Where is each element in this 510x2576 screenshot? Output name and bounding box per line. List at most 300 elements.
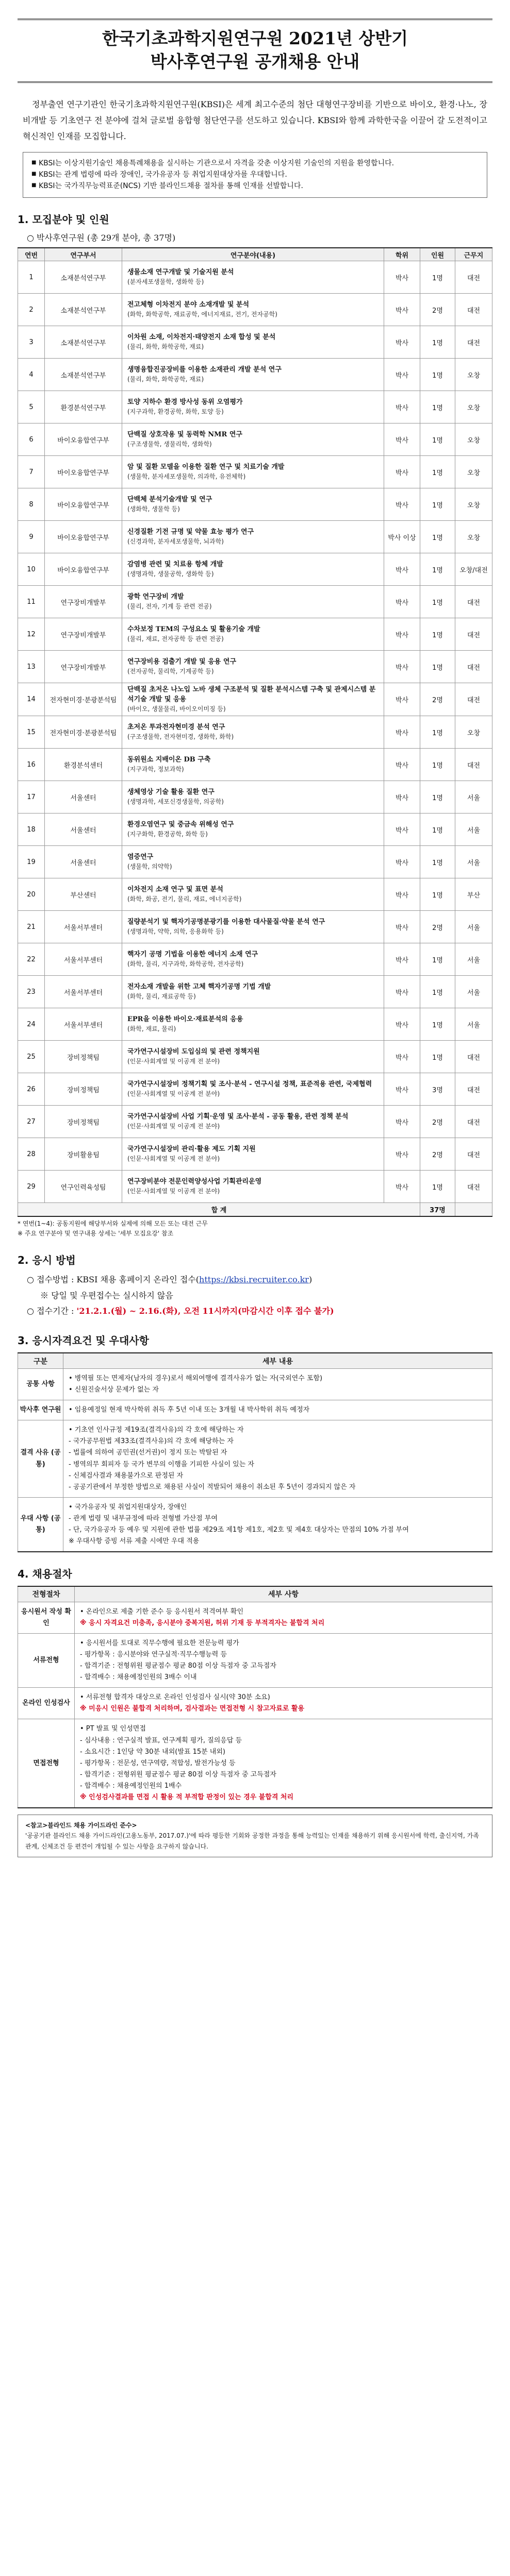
row-count: 1명 <box>420 651 455 683</box>
page-title-line2: 박사후연구원 공개채용 안내 <box>150 51 360 72</box>
row-dept: 장비정책팀 <box>45 1073 122 1106</box>
reference-title: <참고>블라인드 채용 가이드라인 준수> <box>25 1822 137 1829</box>
row-degree: 박사 <box>384 618 420 651</box>
row-field <box>122 1106 384 1138</box>
row-dept: 소재분석연구부 <box>45 326 122 359</box>
row-location: 대전 <box>455 261 492 294</box>
table-row <box>18 716 492 749</box>
qual-row-value <box>63 1497 492 1552</box>
row-field-sub: (지구화학, 환경공학, 화학 등) <box>127 831 208 838</box>
proc-line: • 응시원서를 토대로 직무수행에 필요한 전문능력 평가 <box>80 1639 239 1647</box>
row-field <box>122 976 384 1008</box>
proc-line: - 평가항목 : 응시분야와 연구실적·직무수행능력 등 <box>80 1650 227 1658</box>
row-location: 대전 <box>455 294 492 326</box>
qual-row-key: 결격 사유 (공통) <box>18 1420 63 1498</box>
section4-heading: 4. 채용절차 <box>18 1568 72 1581</box>
intro-paragraph: 정부출연 연구기관인 한국기초과학지원연구원(KBSI)은 세계 최고수준의 첨단 대형연구장비를 기반으로 바이오, 환경·나노, 장비개발 등 기초연구 전 분야에 걸쳐 글로벌 융합형 첨단연구를 선도하고 있습니다. KBSI와 함께 과학한국을 이끌어 갈 도전적이고 혁신적인 인재를 모집합니다. <box>23 99 487 142</box>
proc-row-value <box>75 1602 492 1633</box>
table-row <box>18 618 492 651</box>
row-field-main: 생물소재 연구개발 및 기술지원 분석 <box>127 268 234 277</box>
row-field-main: 수차보정 TEM의 구성요소 및 활용기술 개발 <box>127 625 260 634</box>
row-no: 10 <box>18 553 45 586</box>
row-degree: 박사 <box>384 651 420 683</box>
row-field-main: EPR을 이용한 바이오·재료분석의 응용 <box>127 1015 243 1024</box>
row-location: 오창/대전 <box>455 553 492 586</box>
page-title-line1: 한국기초과학지원연구원 2021년 상반기 <box>102 28 408 48</box>
row-count: 1명 <box>420 943 455 976</box>
row-dept: 서울서부센터 <box>45 943 122 976</box>
apply-method-suffix: ) <box>308 1275 312 1285</box>
row-field <box>122 359 384 391</box>
row-no: 9 <box>18 521 45 553</box>
row-no: 14 <box>18 683 45 716</box>
row-location: 오창 <box>455 391 492 423</box>
table-row <box>18 846 492 878</box>
qual-line: - 신체검사결과 채용불가으로 판정된 자 <box>69 1471 184 1480</box>
row-field <box>122 1041 384 1073</box>
row-no: 1 <box>18 261 45 294</box>
col-degree: 학위 <box>384 248 420 261</box>
row-dept: 서울센터 <box>45 814 122 846</box>
row-field-sub: (인문·사회계열 및 이공계 전 분야) <box>127 1058 220 1065</box>
qual-row <box>18 1420 492 1498</box>
row-dept: 부산센터 <box>45 878 122 911</box>
row-field-main: 초저온 투과전자현미경 분석 연구 <box>127 723 225 732</box>
row-degree: 박사 <box>384 943 420 976</box>
row-location: 대전 <box>455 1106 492 1138</box>
row-degree: 박사 <box>384 1138 420 1171</box>
qual-line: ※ 우대사항 증빙 서류 제출 시에만 우대 적용 <box>69 1537 200 1546</box>
proc-row-value <box>75 1688 492 1719</box>
row-degree: 박사 <box>384 359 420 391</box>
row-degree: 박사 <box>384 781 420 814</box>
row-degree: 박사 <box>384 1106 420 1138</box>
row-count: 1명 <box>420 423 455 456</box>
row-field <box>122 521 384 553</box>
row-field-sub: (전자공학, 물리학, 기계공학 등) <box>127 668 214 675</box>
reference-box <box>18 1815 492 1857</box>
row-no: 25 <box>18 1041 45 1073</box>
row-dept: 장비정책팀 <box>45 1041 122 1073</box>
qual-row-key: 박사후 연구원 <box>18 1400 63 1420</box>
proc-line: - 합격배수 : 채용예정인원의 3배수 이내 <box>80 1673 197 1682</box>
row-no: 12 <box>18 618 45 651</box>
row-count: 1명 <box>420 521 455 553</box>
row-field <box>122 1008 384 1041</box>
row-field-sub: (생물학, 의약학) <box>127 863 172 871</box>
table-row <box>18 1073 492 1106</box>
row-count: 1명 <box>420 326 455 359</box>
row-field-main: 전자소재 개발을 위한 고체 핵자기공명 기법 개발 <box>127 983 271 991</box>
row-degree: 박사 <box>384 749 420 781</box>
proc-warning: ※ 인성검사결과를 면접 시 활용 적 부적합 판정이 있는 경우 불합격 처리 <box>80 1793 294 1801</box>
row-location: 오창 <box>455 488 492 521</box>
row-count: 2명 <box>420 683 455 716</box>
row-dept: 서울서부센터 <box>45 1008 122 1041</box>
row-field-sub: (물리, 화학, 화학공학, 재료) <box>127 376 204 383</box>
row-field-sub: (인문·사회계열 및 이공계 전 분야) <box>127 1123 220 1130</box>
row-field-main: 단백질 상호작용 및 동력학 NMR 연구 <box>127 431 242 439</box>
row-dept: 바이오융합연구부 <box>45 553 122 586</box>
col-count: 인원 <box>420 248 455 261</box>
row-count: 1명 <box>420 261 455 294</box>
row-location: 대전 <box>455 1041 492 1073</box>
row-field-sub: (생명과학, 세포신경생물학, 의공학) <box>127 798 224 806</box>
row-dept: 장비정책팀 <box>45 1106 122 1138</box>
row-field <box>122 488 384 521</box>
row-no: 7 <box>18 456 45 488</box>
total-count: 37명 <box>420 1203 455 1216</box>
footnote-2: ※ 주요 연구분야 및 연구내용 상세는 '세부 모집요강' 참조 <box>18 1230 174 1238</box>
row-field-main: 질량분석기 및 핵자기공명분광기를 이용한 대사물질·약물 분석 연구 <box>127 918 325 926</box>
row-degree: 박사 <box>384 814 420 846</box>
row-field <box>122 1171 384 1203</box>
proc-col-v: 세부 사항 <box>75 1586 492 1602</box>
row-field <box>122 586 384 618</box>
proc-row <box>18 1633 492 1687</box>
row-count: 1명 <box>420 456 455 488</box>
row-field-main: 염증연구 <box>127 853 154 861</box>
proc-col-k: 전형절차 <box>18 1586 75 1602</box>
row-degree: 박사 <box>384 456 420 488</box>
row-field-sub: (화학, 물리, 재료공학 등) <box>127 993 196 1001</box>
row-count: 1명 <box>420 878 455 911</box>
recruit-site-link[interactable]: https://kbsi.recruiter.co.kr <box>199 1275 309 1285</box>
col-dept: 연구부서 <box>45 248 122 261</box>
section1-heading: 1. 모집분야 및 인원 <box>18 213 109 226</box>
row-field <box>122 749 384 781</box>
row-count: 1명 <box>420 814 455 846</box>
row-degree: 박사 <box>384 911 420 943</box>
procedure-table <box>18 1586 492 1808</box>
row-dept: 서울서부센터 <box>45 976 122 1008</box>
table-row <box>18 456 492 488</box>
row-degree: 박사 <box>384 716 420 749</box>
row-dept: 환경분석센터 <box>45 749 122 781</box>
row-dept: 바이오융합연구부 <box>45 423 122 456</box>
proc-row-key: 온라인 인성검사 <box>18 1688 75 1719</box>
row-location: 대전 <box>455 683 492 716</box>
qual-line: - 병역의무 회피자 등 국가 변무의 이행을 기피한 사실이 있는 자 <box>69 1460 254 1468</box>
proc-row <box>18 1719 492 1808</box>
table-row <box>18 878 492 911</box>
table-row <box>18 488 492 521</box>
proc-row-key: 서류전형 <box>18 1633 75 1687</box>
row-field-main: 국가연구시설장비 정책기획 및 조사·분석 - 연구시설 정책, 표준적용 관련, 국제협력 <box>127 1080 372 1089</box>
qual-line: - 단, 국가유공자 등 예우 및 지원에 관한 법률 제29조 제1항 제1호, 제2호 및 제4호 대상자는 만점의 10% 가점 부여 <box>69 1526 409 1534</box>
row-field <box>122 423 384 456</box>
row-degree: 박사 <box>384 586 420 618</box>
row-count: 1명 <box>420 1171 455 1203</box>
qual-line: • 신원진술서상 문제가 없는 자 <box>69 1386 159 1394</box>
row-field-main: 국가연구시설장비 도입심의 및 관련 정책지원 <box>127 1048 260 1056</box>
row-dept: 소재분석연구부 <box>45 359 122 391</box>
row-dept: 소재분석연구부 <box>45 261 122 294</box>
row-field-main: 광학 연구장비 개발 <box>127 593 184 601</box>
row-field-sub: (바이오, 생물물리, 바이오이미징 등) <box>127 705 226 713</box>
row-count: 2명 <box>420 1138 455 1171</box>
row-degree: 박사 <box>384 976 420 1008</box>
row-no: 26 <box>18 1073 45 1106</box>
row-degree: 박사 <box>384 261 420 294</box>
row-no: 24 <box>18 1008 45 1041</box>
proc-line: - 심사내용 : 연구실적 발표, 연구계획 평가, 질의응답 등 <box>80 1736 242 1744</box>
section1-sub: ○ 박사후연구원 (총 29개 분야, 총 37명) <box>27 232 176 243</box>
row-no: 13 <box>18 651 45 683</box>
row-field <box>122 683 384 716</box>
row-count: 1명 <box>420 846 455 878</box>
row-field-sub: (인문·사회계열 및 이공계 전 분야) <box>127 1155 220 1163</box>
row-field-main: 생명융합진공장비를 이용한 소재관리 개발 분석 연구 <box>127 366 282 374</box>
notice-item: ■ KBSI는 관계 법령에 따라 장애인, 국가유공자 등 취업지원대상자를 우대합니다. <box>31 169 479 180</box>
row-count: 1명 <box>420 359 455 391</box>
proc-row-value <box>75 1633 492 1687</box>
apply-method-label: ○ 접수방법 : KBSI 채용 홈페이지 온라인 접수( <box>27 1275 200 1285</box>
row-count: 1명 <box>420 618 455 651</box>
row-dept: 환경분석연구부 <box>45 391 122 423</box>
row-count: 3명 <box>420 1073 455 1106</box>
row-no: 17 <box>18 781 45 814</box>
qual-line: • 병역필 또는 면제자(남자의 경우)로서 해외여행에 결격사유가 없는 자(국외연수 포함) <box>69 1374 323 1382</box>
proc-row <box>18 1688 492 1719</box>
row-no: 11 <box>18 586 45 618</box>
row-field-sub: (물리, 화학, 화학공학, 재료) <box>127 343 204 351</box>
qual-row <box>18 1400 492 1420</box>
row-no: 29 <box>18 1171 45 1203</box>
row-field-sub: (인문·사회계열 및 이공계 전 분야) <box>127 1090 220 1098</box>
row-no: 20 <box>18 878 45 911</box>
footnote-1: * 연번(1~4): 공동지원에 해당부서와 실제에 의해 모든 또는 대전 근무 <box>18 1219 208 1227</box>
row-field-sub: (화학, 물리, 지구과학, 화학공학, 전자공학) <box>127 960 244 968</box>
qual-row <box>18 1368 492 1400</box>
row-field-main: 암 및 질환 모델을 이용한 질환 연구 및 치료기술 개발 <box>127 463 285 471</box>
row-degree: 박사 <box>384 391 420 423</box>
row-field <box>122 651 384 683</box>
row-field-sub: (생화학, 생물학 등) <box>127 505 180 513</box>
row-location: 서울 <box>455 911 492 943</box>
row-location: 오창 <box>455 423 492 456</box>
row-degree: 박사 이상 <box>384 521 420 553</box>
proc-row-value <box>75 1719 492 1808</box>
row-location: 대전 <box>455 1073 492 1106</box>
proc-row-key: 면접전형 <box>18 1719 75 1808</box>
proc-warning: ※ 미응시 인원은 불합격 처리하며, 검사결과는 면접전형 시 참고자료로 활용 <box>80 1705 305 1713</box>
row-field-main: 국가연구시설장비 관리·활용 제도 기획 지원 <box>127 1145 256 1154</box>
qual-row-value <box>63 1400 492 1420</box>
table-row <box>18 586 492 618</box>
row-field-main: 전고체형 이차전지 분야 소재개발 및 분석 <box>127 301 250 309</box>
row-field <box>122 294 384 326</box>
row-degree: 박사 <box>384 326 420 359</box>
row-field <box>122 911 384 943</box>
table-row <box>18 651 492 683</box>
row-field <box>122 814 384 846</box>
row-dept: 소재분석연구부 <box>45 294 122 326</box>
row-location: 대전 <box>455 749 492 781</box>
table-row <box>18 911 492 943</box>
title-block <box>18 19 492 83</box>
row-dept: 연구인력육성팀 <box>45 1171 122 1203</box>
row-no: 5 <box>18 391 45 423</box>
row-field-sub: (구조생물학, 생물리학, 생화학) <box>127 440 212 448</box>
row-degree: 박사 <box>384 846 420 878</box>
notice-item: ■ KBSI는 국가직무능력표준(NCS) 기반 블라인드채용 절차를 통해 인재를 선발합니다. <box>31 180 479 192</box>
row-dept: 장비활용팀 <box>45 1138 122 1171</box>
qual-line: - 국가공무원법 제33조(결격사유)의 각 호에 해당하는 자 <box>69 1437 234 1446</box>
table-row <box>18 359 492 391</box>
row-field-main: 국가연구시설장비 사업 기획·운영 및 조사·분석 - 공동 활용, 관련 정책 분석 <box>127 1113 349 1121</box>
row-location: 대전 <box>455 586 492 618</box>
col-field: 연구분야(내용) <box>122 248 384 261</box>
row-field-main: 토양 지하수 환경 방사성 동위 오염평가 <box>127 398 243 406</box>
row-count: 1명 <box>420 553 455 586</box>
row-field <box>122 618 384 651</box>
row-count: 1명 <box>420 586 455 618</box>
row-field-sub: (생물학, 분자세포생물학, 의과학, 유전체학) <box>127 473 246 481</box>
row-field-main: 감염병 관련 및 치료용 항체 개발 <box>127 561 223 569</box>
row-no: 2 <box>18 294 45 326</box>
proc-row-key: 응시원서 작성 확인 <box>18 1602 75 1633</box>
row-field-main: 핵자기 공명 기법을 이용한 에너지 소재 연구 <box>127 951 258 959</box>
row-field <box>122 1138 384 1171</box>
row-degree: 박사 <box>384 488 420 521</box>
row-field <box>122 716 384 749</box>
row-field-main: 연구장비분야 전문인력양성사업 기획관리운영 <box>127 1178 262 1186</box>
row-field-main: 단백질 초저온 나노입 노바 생체 구조분석 및 질환 분석시스템 구축 및 관제시스템 분석기술 개발 및 응용 <box>127 686 376 704</box>
qual-row-key: 우대 사항 (공통) <box>18 1497 63 1552</box>
qual-col-k: 구분 <box>18 1353 63 1368</box>
jobs-footnotes <box>18 1219 492 1239</box>
row-field-main: 단백체 분석기술개발 및 연구 <box>127 496 212 504</box>
apply-line-2: ※ 당일 및 우편접수는 실시하지 않음 <box>40 1290 173 1300</box>
section2-heading: 2. 응시 방법 <box>18 1254 76 1267</box>
row-field <box>122 846 384 878</box>
qual-row <box>18 1497 492 1552</box>
row-field-sub: (지구과학, 정보과학) <box>127 766 184 773</box>
row-location: 서울 <box>455 976 492 1008</box>
row-location: 대전 <box>455 651 492 683</box>
table-row <box>18 326 492 359</box>
row-degree: 박사 <box>384 294 420 326</box>
table-row <box>18 294 492 326</box>
row-degree: 박사 <box>384 553 420 586</box>
row-field <box>122 456 384 488</box>
row-field-main: 환경오염연구 및 중금속 위해성 연구 <box>127 821 234 829</box>
proc-line: • 온라인으로 제출 기한 준수 등 응시원서 적격여부 확인 <box>80 1607 244 1616</box>
row-no: 15 <box>18 716 45 749</box>
row-no: 18 <box>18 814 45 846</box>
table-row <box>18 1171 492 1203</box>
qual-row-value <box>63 1368 492 1400</box>
notice-box <box>23 152 487 198</box>
table-row <box>18 521 492 553</box>
apply-period-value: '21.2.1.(월) ~ 2.16.(화), 오전 11시까지(마감시간 이후 접수 불가) <box>76 1306 334 1316</box>
row-dept: 전자현미경·분광분석팀 <box>45 716 122 749</box>
row-field <box>122 391 384 423</box>
col-no: 연번 <box>18 248 45 261</box>
table-row <box>18 683 492 716</box>
row-field-sub: (화학, 화공, 전기, 물리, 재료, 에너지공학) <box>127 895 242 903</box>
row-location: 서울 <box>455 1008 492 1041</box>
table-row <box>18 553 492 586</box>
proc-line: - 합격배수 : 채용예정인원의 1배수 <box>80 1782 182 1790</box>
qual-line: - 관계 법령 및 내부규정에 따라 전형별 가산점 부여 <box>69 1514 218 1522</box>
table-row <box>18 814 492 846</box>
row-field-sub: (생명과학, 약학, 의학, 응용화학 등) <box>127 928 224 936</box>
row-count: 1명 <box>420 781 455 814</box>
apply-method <box>27 1272 492 1319</box>
row-no: 21 <box>18 911 45 943</box>
row-location: 서울 <box>455 943 492 976</box>
proc-line: • PT 발표 및 인성면접 <box>80 1725 146 1733</box>
row-degree: 박사 <box>384 1008 420 1041</box>
row-dept: 전자현미경·분광분석팀 <box>45 683 122 716</box>
row-no: 16 <box>18 749 45 781</box>
apply-line-3 <box>27 1303 492 1319</box>
proc-line: - 합격기준 : 전형위원 평균점수 평균 80점 이상 득점자 중 고득점자 <box>80 1662 276 1670</box>
row-dept: 연구장비개발부 <box>45 618 122 651</box>
row-field <box>122 943 384 976</box>
total-row <box>18 1203 492 1216</box>
table-row <box>18 1106 492 1138</box>
notice-item: ■ KBSI는 이상지원기술인 채용특례채용을 실시하는 기관으로서 자격을 갖춘 이상지원 기술인의 지원을 환영합니다. <box>31 158 479 169</box>
row-field-main: 연구장비용 검출기 개발 및 응용 연구 <box>127 658 236 666</box>
row-location: 오창 <box>455 359 492 391</box>
proc-line: - 합격기준 : 전형위원 평균점수 평균 80점 이상 득점자 중 고득점자 <box>80 1770 276 1778</box>
row-count: 2명 <box>420 1106 455 1138</box>
row-field-sub: (구조생물학, 전자현미경, 생화학, 화학) <box>127 733 234 741</box>
row-dept: 연구장비개발부 <box>45 586 122 618</box>
row-no: 6 <box>18 423 45 456</box>
qual-row-key: 공통 사항 <box>18 1368 63 1400</box>
proc-line: - 소요시간 : 1인당 약 30분 내외(발표 15분 내외) <box>80 1748 225 1756</box>
row-field-main: 동위원소 지배이온 DB 구축 <box>127 756 211 764</box>
table-row <box>18 943 492 976</box>
apply-period-label: ○ 접수기간 : <box>27 1306 77 1316</box>
qual-line: - 법률에 의하여 공민권(선거권)이 정지 또는 박탈된 자 <box>69 1449 227 1457</box>
row-no: 19 <box>18 846 45 878</box>
row-field-sub: (물리, 재료, 전자공학 등 관련 전공) <box>127 635 224 643</box>
row-count: 2명 <box>420 911 455 943</box>
row-location: 오창 <box>455 716 492 749</box>
row-no: 28 <box>18 1138 45 1171</box>
row-location: 서울 <box>455 814 492 846</box>
row-field-main: 생체영상 기술 활용 질환 연구 <box>127 788 215 796</box>
row-degree: 박사 <box>384 683 420 716</box>
proc-line: • 서류전형 합격자 대상으로 온라인 인성검사 실시(약 30분 소요) <box>80 1693 270 1702</box>
proc-warning: ※ 응시 자격요건 미충족, 응시분야 중복지원, 허위 기재 등 부적격자는 불합격 처리 <box>80 1619 325 1627</box>
qual-line: - 공공기관에서 부정한 방법으로 채용된 사실이 적발되어 채용이 취소된 후 5년이 경과되지 않은 자 <box>69 1483 356 1491</box>
row-field-sub: (신경과학, 분자세포생물학, 뇌과학) <box>127 538 224 546</box>
row-degree: 박사 <box>384 1073 420 1106</box>
row-field-sub: (물리, 전자, 기계 등 관련 전공) <box>127 603 212 611</box>
row-dept: 서울서부센터 <box>45 911 122 943</box>
row-field-sub: (인문·사회계열 및 이공계 전 분야) <box>127 1188 220 1195</box>
row-location: 대전 <box>455 1171 492 1203</box>
row-field-sub: (화학, 화학공학, 재료공학, 에너지재료, 전기, 전자공학) <box>127 311 277 318</box>
row-field-sub: (지구과학, 환경공학, 화학, 토양 등) <box>127 408 224 416</box>
total-empty <box>455 1203 492 1216</box>
row-field-main: 신경질환 기전 규명 및 약물 효능 평가 연구 <box>127 528 254 536</box>
row-dept: 서울센터 <box>45 846 122 878</box>
row-field-main: 이차전지 소재 연구 및 표면 분석 <box>127 886 223 894</box>
row-count: 1명 <box>420 716 455 749</box>
apply-line-1 <box>27 1272 492 1287</box>
row-no: 4 <box>18 359 45 391</box>
row-no: 22 <box>18 943 45 976</box>
row-field-sub: (분자세포생물학, 생화학 등) <box>127 278 204 286</box>
table-row <box>18 1008 492 1041</box>
